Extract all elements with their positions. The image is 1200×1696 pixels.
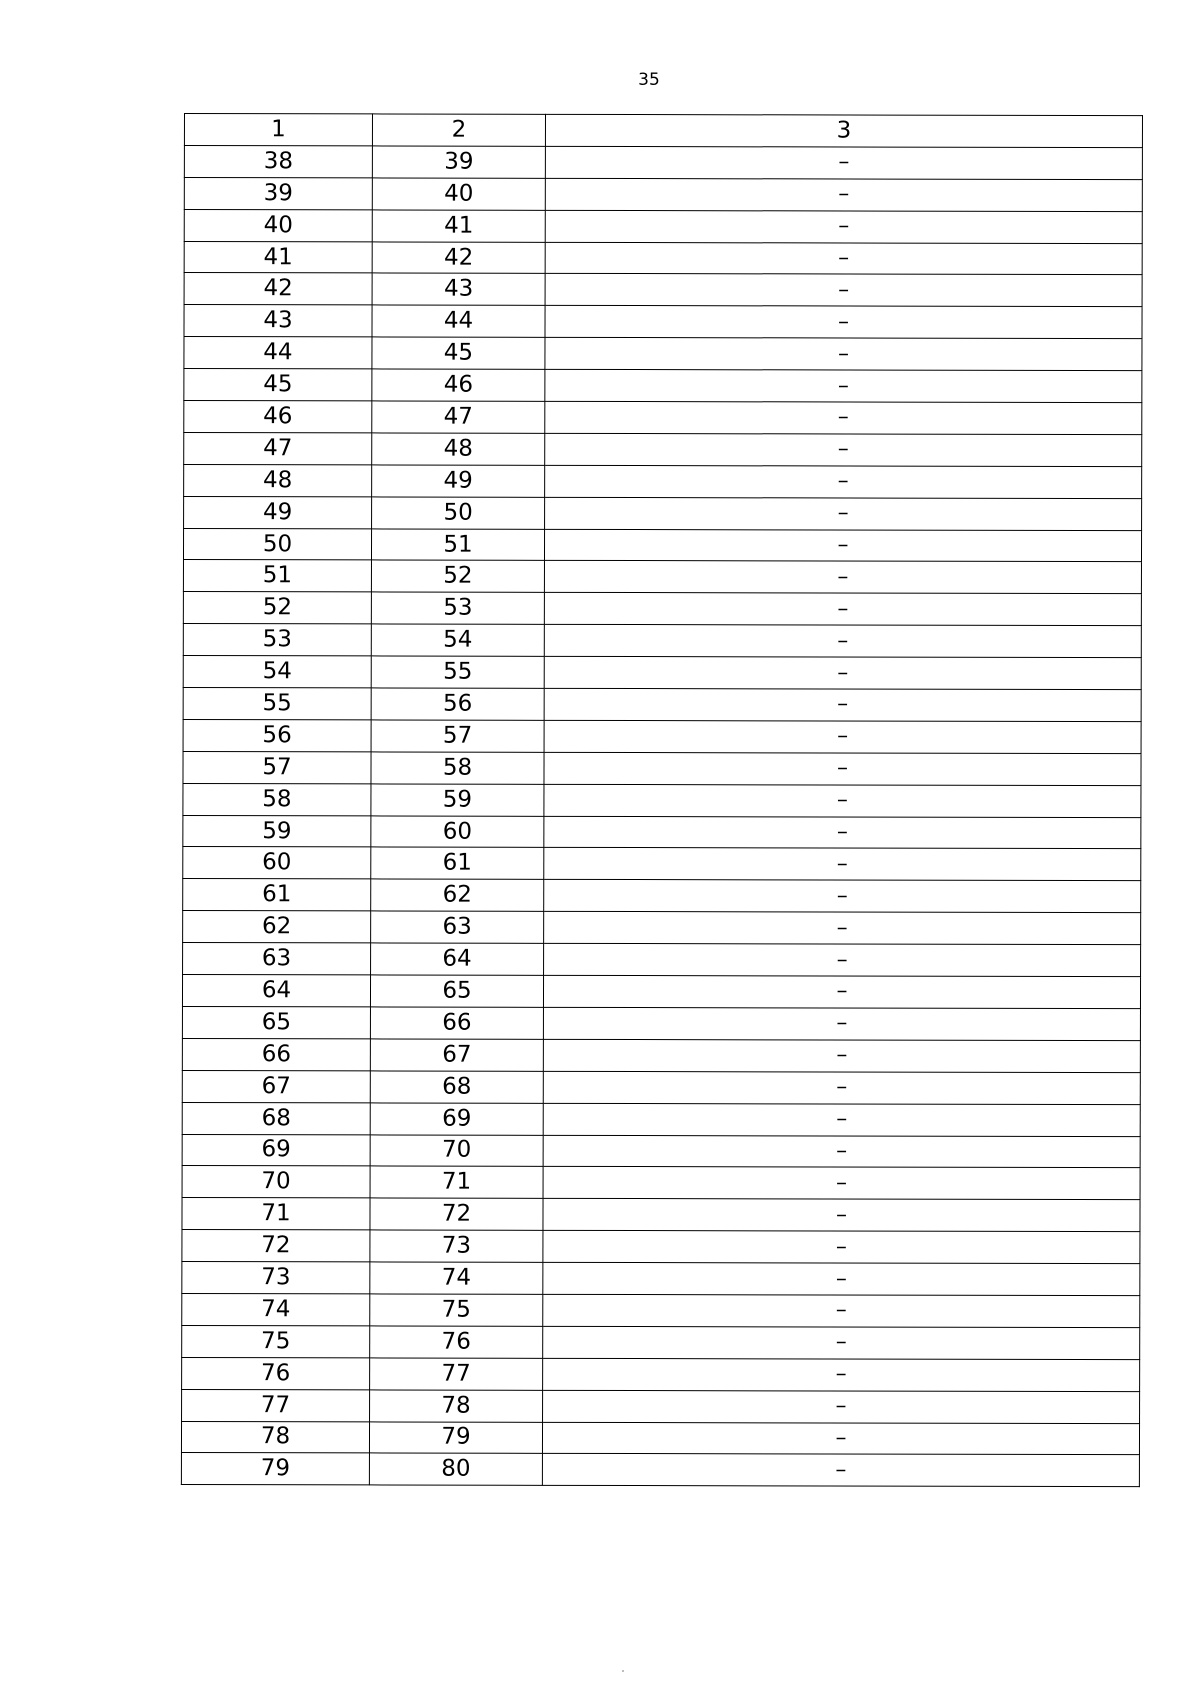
table-cell-col-1: 62 <box>183 911 371 943</box>
table-row <box>184 273 1142 307</box>
table-cell-col-3: – <box>543 1039 1140 1072</box>
table-row <box>182 1102 1140 1136</box>
table-cell-col-2: 58 <box>371 752 544 784</box>
table-row <box>182 975 1140 1009</box>
table-cell-col-1: 53 <box>183 624 371 656</box>
table-cell-col-3: – <box>543 1390 1140 1423</box>
table-cell-col-1: 63 <box>183 943 371 975</box>
table-cell-col-3: – <box>544 943 1141 976</box>
table-cell-col-3: – <box>544 656 1141 689</box>
table-cell-col-1: 70 <box>182 1166 370 1198</box>
table-cell-col-2: 74 <box>370 1262 543 1294</box>
table-cell-col-3: – <box>545 497 1142 530</box>
table-cell-col-1: 38 <box>184 145 372 177</box>
table-cell-col-1: 57 <box>183 751 371 783</box>
table-cell-col-2: 60 <box>371 816 544 848</box>
table-cell-col-1: 66 <box>182 1038 370 1070</box>
page-number: 35 <box>638 70 660 90</box>
table-cell-col-3: – <box>544 848 1141 881</box>
table-row <box>184 305 1142 339</box>
table-row <box>184 337 1142 371</box>
table-cell-col-2: 78 <box>370 1390 543 1422</box>
table-cell-col-3: – <box>544 720 1141 753</box>
table-cell-col-1: 72 <box>182 1230 370 1262</box>
table-cell-col-3: – <box>545 242 1142 275</box>
table-cell-col-1: 44 <box>184 337 372 369</box>
table-cell-col-2: 79 <box>369 1421 542 1453</box>
table-cell-col-2: 73 <box>370 1230 543 1262</box>
table-cell-col-1: 42 <box>184 273 372 305</box>
table-cell-col-3: – <box>543 1294 1140 1327</box>
table-row <box>183 656 1141 690</box>
table-row <box>181 1453 1139 1487</box>
table-cell-col-1: 55 <box>183 688 371 720</box>
table-cell-col-1: 76 <box>182 1357 370 1389</box>
table-cell-col-2: 40 <box>372 178 545 210</box>
table-cell-col-3: – <box>542 1422 1139 1455</box>
scan-speck <box>622 1670 624 1672</box>
table-cell-col-2: 80 <box>369 1453 542 1485</box>
table-cell-col-1: 59 <box>183 815 371 847</box>
table-row <box>183 847 1141 881</box>
table-cell-col-3: – <box>545 274 1142 307</box>
header-cell-col-1: 1 <box>184 114 372 146</box>
table-row <box>182 1070 1140 1104</box>
table-cell-col-1: 60 <box>183 847 371 879</box>
table-row <box>183 783 1141 817</box>
table-cell-col-2: 54 <box>371 624 544 656</box>
table-cell-col-1: 67 <box>182 1070 370 1102</box>
table-cell-col-2: 57 <box>371 720 544 752</box>
table-cell-col-2: 43 <box>372 273 545 305</box>
table-cell-col-2: 50 <box>372 497 545 529</box>
table-cell-col-3: – <box>544 912 1141 945</box>
table-cell-col-2: 63 <box>371 911 544 943</box>
table-row <box>182 1198 1140 1232</box>
header-cell-col-2: 2 <box>372 114 545 146</box>
table-cell-col-1: 41 <box>184 241 372 273</box>
table-cell-col-3: – <box>543 1326 1140 1359</box>
table-row <box>184 401 1142 435</box>
table-cell-col-1: 68 <box>182 1102 370 1134</box>
table-cell-col-2: 61 <box>371 847 544 879</box>
table-row <box>183 879 1141 913</box>
table-row <box>183 688 1141 722</box>
table-row <box>182 1262 1140 1296</box>
table-cell-col-2: 46 <box>372 369 545 401</box>
table-row <box>182 1293 1140 1327</box>
table-row <box>183 528 1141 562</box>
table-row <box>182 1357 1140 1391</box>
table-row <box>182 1166 1140 1200</box>
table-cell-col-3: – <box>545 369 1142 402</box>
table-cell-col-3: – <box>545 338 1142 371</box>
table-cell-col-3: – <box>545 178 1142 211</box>
table-cell-col-3: – <box>543 975 1140 1008</box>
table-row <box>184 369 1142 403</box>
table-row <box>183 560 1141 594</box>
table-cell-col-2: 67 <box>370 1039 543 1071</box>
table-row <box>182 1134 1140 1168</box>
table-cell-col-1: 39 <box>184 177 372 209</box>
table-cell-col-2: 72 <box>370 1198 543 1230</box>
table-row <box>184 464 1142 498</box>
table-cell-col-3: – <box>545 146 1142 179</box>
table-row <box>183 592 1141 626</box>
table-cell-col-1: 64 <box>182 975 370 1007</box>
table-row <box>184 432 1142 466</box>
table-row <box>183 751 1141 785</box>
table-cell-col-2: 53 <box>371 592 544 624</box>
table-row <box>182 1230 1140 1264</box>
table-cell-col-1: 61 <box>183 879 371 911</box>
table-cell-col-3: – <box>544 625 1141 658</box>
table-cell-col-2: 51 <box>371 529 544 561</box>
table-cell-col-2: 45 <box>372 337 545 369</box>
table-cell-col-2: 65 <box>370 975 543 1007</box>
table-cell-col-2: 68 <box>370 1071 543 1103</box>
table-row <box>184 145 1142 179</box>
table-cell-col-2: 52 <box>371 560 544 592</box>
table-cell-col-2: 56 <box>371 688 544 720</box>
table-cell-col-2: 62 <box>371 879 544 911</box>
table-cell-col-1: 46 <box>184 401 372 433</box>
table-cell-col-2: 76 <box>370 1326 543 1358</box>
table-cell-col-2: 47 <box>372 401 545 433</box>
table-cell-col-3: – <box>545 465 1142 498</box>
table-cell-col-1: 71 <box>182 1198 370 1230</box>
table-cell-col-1: 40 <box>184 209 372 241</box>
table-row <box>184 241 1142 275</box>
table-cell-col-3: – <box>545 433 1142 466</box>
table-row <box>182 1325 1140 1359</box>
table-cell-col-1: 45 <box>184 369 372 401</box>
table-cell-col-1: 75 <box>182 1325 370 1357</box>
table-cell-col-2: 44 <box>372 305 545 337</box>
table-cell-col-2: 39 <box>372 146 545 178</box>
table-cell-col-1: 52 <box>183 592 371 624</box>
table-cell-col-2: 55 <box>371 656 544 688</box>
table-cell-col-1: 54 <box>183 656 371 688</box>
table-cell-col-1: 47 <box>184 432 372 464</box>
table-row <box>181 1421 1139 1455</box>
table-cell-col-1: 43 <box>184 305 372 337</box>
table-cell-col-3: – <box>543 1230 1140 1263</box>
table-cell-col-1: 50 <box>183 528 371 560</box>
table-cell-col-2: 66 <box>370 1007 543 1039</box>
table-cell-col-1: 78 <box>181 1421 369 1453</box>
data-table <box>181 113 1143 1487</box>
table-cell-col-3: – <box>545 306 1142 339</box>
table-cell-col-3: – <box>543 1199 1140 1232</box>
table-row <box>183 815 1141 849</box>
table-cell-col-3: – <box>544 593 1141 626</box>
table-cell-col-3: – <box>542 1454 1139 1487</box>
table-row <box>182 1038 1140 1072</box>
table-cell-col-3: – <box>544 561 1141 594</box>
table-row <box>183 911 1141 945</box>
table-cell-col-3: – <box>545 401 1142 434</box>
table-cell-col-3: – <box>544 784 1141 817</box>
table-row <box>184 209 1142 243</box>
table-cell-col-3: – <box>544 688 1141 721</box>
table-cell-col-1: 73 <box>182 1262 370 1294</box>
table-row <box>184 177 1142 211</box>
table-cell-col-3: – <box>543 1135 1140 1168</box>
table-cell-col-3: – <box>543 1262 1140 1295</box>
table-row <box>182 1389 1140 1423</box>
table-cell-col-1: 51 <box>183 560 371 592</box>
table-cell-col-3: – <box>543 1358 1140 1391</box>
table-cell-col-2: 59 <box>371 784 544 816</box>
table-cell-col-3: – <box>543 1103 1140 1136</box>
table-cell-col-1: 79 <box>181 1453 369 1485</box>
table-cell-col-1: 74 <box>182 1293 370 1325</box>
table-cell-col-2: 77 <box>370 1358 543 1390</box>
table-row <box>183 943 1141 977</box>
table-cell-col-2: 41 <box>372 210 545 242</box>
table-cell-col-1: 77 <box>182 1389 370 1421</box>
table-cell-col-2: 42 <box>372 241 545 273</box>
table-cell-col-3: – <box>544 880 1141 913</box>
table-header-row <box>184 114 1142 148</box>
table-row <box>183 624 1141 658</box>
table-cell-col-3: – <box>543 1007 1140 1040</box>
table-cell-col-2: 75 <box>370 1294 543 1326</box>
table-cell-col-1: 58 <box>183 783 371 815</box>
table-cell-col-3: – <box>543 1167 1140 1200</box>
table-cell-col-2: 70 <box>370 1134 543 1166</box>
table-cell-col-1: 48 <box>184 464 372 496</box>
table-cell-col-2: 71 <box>370 1166 543 1198</box>
table-row <box>184 496 1142 530</box>
table-cell-col-3: – <box>544 816 1141 849</box>
table-cell-col-2: 49 <box>372 465 545 497</box>
header-cell-col-3: 3 <box>545 114 1142 147</box>
table-cell-col-3: – <box>544 752 1141 785</box>
table-cell-col-2: 69 <box>370 1103 543 1135</box>
table-cell-col-2: 48 <box>372 433 545 465</box>
table-cell-col-1: 69 <box>182 1134 370 1166</box>
table-cell-col-1: 49 <box>184 496 372 528</box>
table-cell-col-1: 56 <box>183 719 371 751</box>
table-cell-col-3: – <box>543 1071 1140 1104</box>
table-row <box>183 719 1141 753</box>
table-cell-col-3: – <box>544 529 1141 562</box>
table-cell-col-1: 65 <box>182 1006 370 1038</box>
table-cell-col-2: 64 <box>371 943 544 975</box>
table-row <box>182 1006 1140 1040</box>
table-cell-col-3: – <box>545 210 1142 243</box>
table-body <box>181 114 1142 1487</box>
